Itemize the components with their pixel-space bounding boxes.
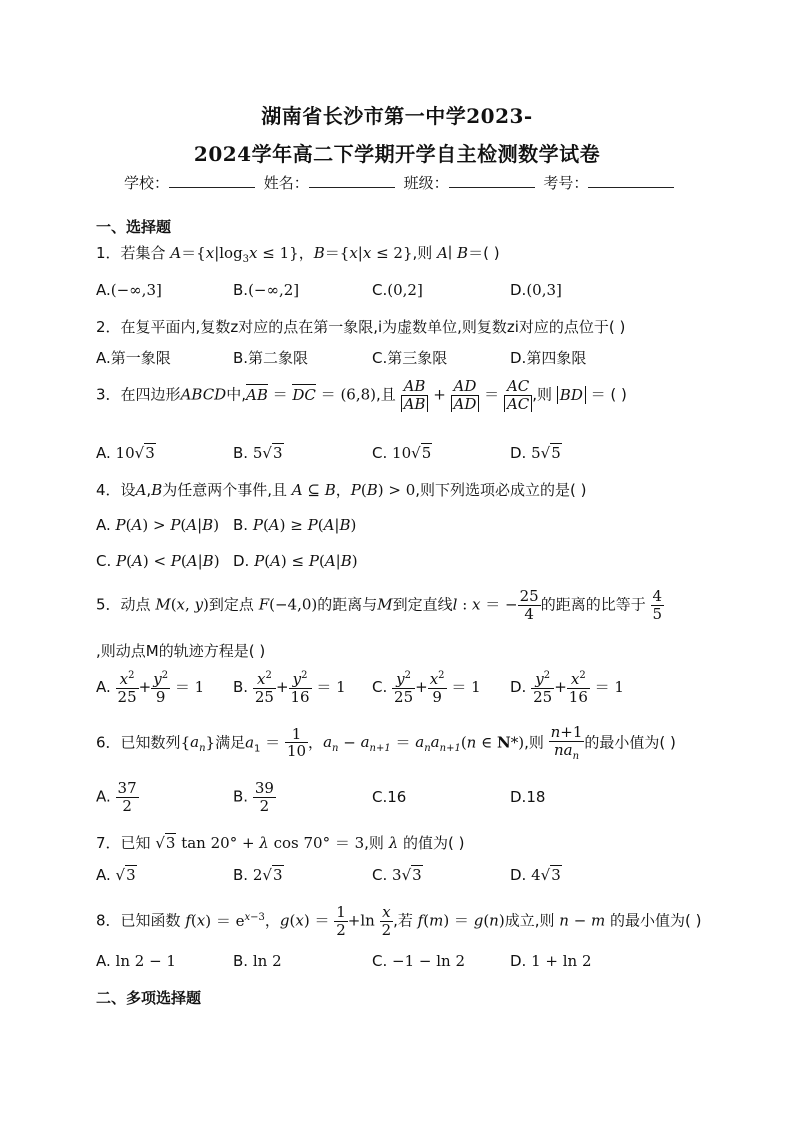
q3-option-b[interactable]: B. 5√3 xyxy=(233,444,283,462)
option-label: B. xyxy=(233,678,249,696)
question-6: 6．已知数列$\{a_n\}$满足$a_1$ ＝ $\frac{1}{10}$ ，$a_n - a_{n+1} = a_na_{n+1}(n$ ∈ N*),则 $\frac{n+1}{na_n}$ 的最小值为( ) xyxy=(96,723,676,762)
option-label: D. xyxy=(510,678,527,696)
question-number: 4． xyxy=(96,481,121,499)
exam-title-line2: 2024学年高二下学期开学自主检测数学试卷 xyxy=(193,142,601,166)
question-8: 8．已知函数 $f(x) = e^{x-3}$，g(x) ＝ $\frac{1}{2}$ +ln $\frac{x}{2}$ ,若 f(m) ＝ g(n)成立,则 n − m 的最小值为( ) xyxy=(96,903,702,939)
question-number: 8． xyxy=(96,911,121,930)
option-label: B. xyxy=(233,787,249,806)
student-info-row xyxy=(124,172,678,193)
q2-option-d[interactable]: D.第四象限 xyxy=(510,349,587,367)
option-label: C. xyxy=(372,952,388,970)
question-number: 3． xyxy=(96,385,121,404)
option-label: A. xyxy=(96,281,111,299)
option-label: A. xyxy=(96,787,111,806)
option-label: B. xyxy=(233,866,249,884)
option-label: D. xyxy=(510,281,527,299)
question-3: 3．在四边形ABCD中,AB ＝ DC ＝ (6,8),且 $\frac{AB}{AB}$ + $\frac{AD}{AD}$ ＝ $\frac{AC}{AC}$ ,则 BD ＝ ( ) xyxy=(96,377,627,413)
question-2 xyxy=(96,316,625,337)
q6-option-d[interactable]: D.18 xyxy=(510,788,546,806)
q6-option-a[interactable]: A. $\frac{37}{2}$ xyxy=(96,779,137,815)
option-label: C. xyxy=(372,866,388,884)
q6-option-c[interactable]: C.16 xyxy=(372,788,407,806)
q7-option-a[interactable]: A. √3 xyxy=(96,866,136,884)
q2-option-a[interactable]: A.第一象限 xyxy=(96,349,171,367)
class-label: 班级： xyxy=(403,174,449,192)
school-label: 学校： xyxy=(124,174,170,192)
question-4: 4．设A,B为任意两个事件,且 A ⊆ B，P(B) > 0,则下列选项必成立的是( ) xyxy=(96,481,587,499)
q4-option-b[interactable]: B. P(A) ≥ P(A|B) xyxy=(233,516,357,534)
class-blank[interactable] xyxy=(449,173,535,188)
q4-option-a[interactable]: A. P(A) > P(A|B) xyxy=(96,516,220,534)
option-label: C. xyxy=(372,678,388,696)
exam-no-blank[interactable] xyxy=(588,173,674,188)
q1-option-d[interactable]: D.(0,3] xyxy=(510,281,562,299)
q5-option-b[interactable]: B. $\frac{x^2}{25}$ + $\frac{y^2}{16}$ ＝ 1 xyxy=(233,670,346,706)
option-label: B. xyxy=(233,281,249,299)
q3-option-a[interactable]: A. 10√3 xyxy=(96,444,155,462)
q8-option-a[interactable]: A. ln 2 − 1 xyxy=(96,952,176,970)
q1-option-c[interactable]: C.(0,2] xyxy=(372,281,423,299)
q5-option-a[interactable]: A. $\frac{x^2}{25}$ + $\frac{y^2}{9}$ ＝ 1 xyxy=(96,670,205,706)
school-blank[interactable] xyxy=(169,173,255,188)
q4-option-d[interactable]: D. P(A) ≤ P(A|B) xyxy=(233,552,358,570)
section-heading-choice: 一、选择题 xyxy=(96,218,172,236)
option-label: A. xyxy=(96,866,111,884)
option-label: D. xyxy=(510,444,527,462)
option-label: C. xyxy=(372,281,388,299)
question-text: 在复平面内,复数z对应的点在第一象限,i为虚数单位,则复数zi对应的点位于( ) xyxy=(120,318,626,336)
q2-option-b[interactable]: B.第二象限 xyxy=(233,349,309,367)
question-7: 7．已知 √3 tan 20° + λ cos 70° ＝ 3,则 λ 的值为( ) xyxy=(96,834,465,852)
q5-option-d[interactable]: D. $\frac{y^2}{25}$ + $\frac{x^2}{16}$ ＝ 1 xyxy=(510,670,624,706)
question-number: 6． xyxy=(96,733,121,752)
section-heading-multiple-choice: 二、多项选择题 xyxy=(96,989,202,1007)
question-number: 7． xyxy=(96,834,121,852)
q3-option-d[interactable]: D. 5√5 xyxy=(510,444,561,462)
q7-option-c[interactable]: C. 3√3 xyxy=(372,866,422,884)
option-label: A. xyxy=(96,516,111,534)
q8-option-c[interactable]: C. −1 − ln 2 xyxy=(372,952,466,970)
exam-title-line1: 湖南省长沙市第一中学2023- xyxy=(261,104,533,128)
name-blank[interactable] xyxy=(309,173,395,188)
question-number: 1． xyxy=(96,244,121,262)
question-number: 2． xyxy=(96,318,121,336)
q2-option-c[interactable]: C.第三象限 xyxy=(372,349,448,367)
q4-option-c[interactable]: C. P(A) < P(A|B) xyxy=(96,552,220,570)
q1-option-b[interactable]: B.(−∞,2] xyxy=(233,281,300,299)
q8-option-d[interactable]: D. 1 + ln 2 xyxy=(510,952,592,970)
exam-no-label: 考号： xyxy=(543,174,589,192)
name-label: 姓名： xyxy=(263,174,309,192)
q6-option-b[interactable]: B. $\frac{39}{2}$ xyxy=(233,779,274,815)
option-label: B. xyxy=(233,952,249,970)
option-label: A. xyxy=(96,952,111,970)
q7-option-b[interactable]: B. 2√3 xyxy=(233,866,283,884)
q5-option-c[interactable]: C. $\frac{y^2}{25}$ + $\frac{x^2}{9}$ ＝ 1 xyxy=(372,670,481,706)
option-label: A. xyxy=(96,678,111,696)
option-label: B. xyxy=(233,516,249,534)
question-5-line2: ,则动点M的轨迹方程是( ) xyxy=(96,642,266,660)
option-label: D. xyxy=(233,552,250,570)
q7-option-d[interactable]: D. 4√3 xyxy=(510,866,561,884)
option-label: C. xyxy=(96,552,112,570)
question-number: 5． xyxy=(96,595,121,614)
option-label: A. xyxy=(96,444,111,462)
question-1: 1．若集合 $A=\{x|\log_3x \le 1\}$，B＝{x|x ≤ 2},则 A∣ B＝( ) xyxy=(96,244,500,265)
q3-option-c[interactable]: C. 10√5 xyxy=(372,444,432,462)
question-5: 5．动点 M(x, y)到定点 F(−4,0)的距离与M到定直线l : x ＝ − $\frac{25}{4}$ 的距离的比等于 $\frac{4}{5}$ xyxy=(96,587,663,623)
option-label: D. xyxy=(510,866,527,884)
q1-option-a[interactable]: A.(−∞,3] xyxy=(96,281,162,299)
option-label: D. xyxy=(510,952,527,970)
q8-option-b[interactable]: B. ln 2 xyxy=(233,952,282,970)
option-label: C. xyxy=(372,444,388,462)
option-label: B. xyxy=(233,444,249,462)
